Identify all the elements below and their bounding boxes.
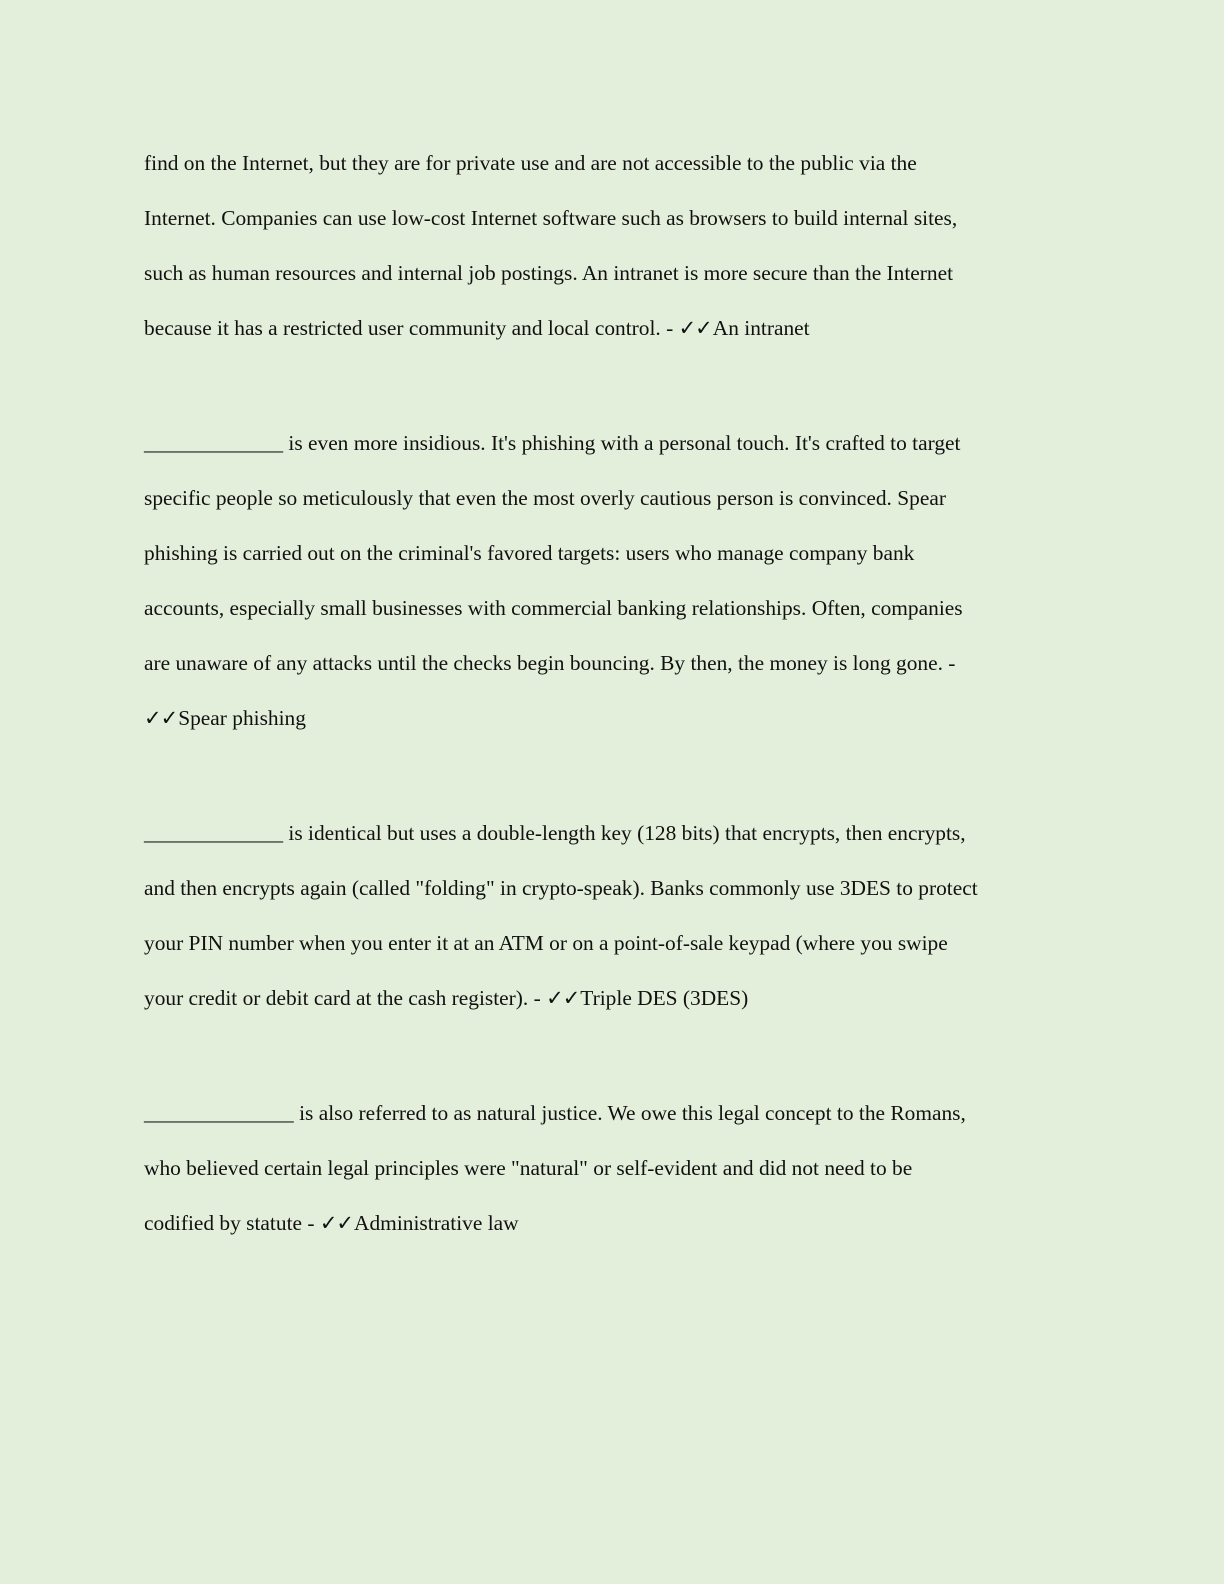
text-line-with-answer <box>144 971 1084 1026</box>
text-line: Internet. Companies can use low-cost Internet software such as browsers to build internal sites, <box>144 206 958 230</box>
double-check-icon: ✓✓ <box>546 986 580 1010</box>
paragraph-spacer <box>144 746 1084 806</box>
answer-text: Triple DES (3DES) <box>580 986 749 1010</box>
text-line: codified by statute - <box>144 1211 320 1235</box>
paragraph-spacer <box>144 356 1084 416</box>
text-line: _____________ is even more insidious. It's phishing with a personal touch. It's crafted to target <box>144 431 961 455</box>
text-line: your credit or debit card at the cash register). - <box>144 986 547 1010</box>
paragraph-spacer <box>144 1026 1084 1086</box>
text-line: _____________ is identical but uses a double-length key (128 bits) that encrypts, then encrypts, <box>144 821 966 845</box>
text-line: ______________ is also referred to as natural justice. We owe this legal concept to the Romans, <box>144 1101 966 1125</box>
text-line: specific people so meticulously that even the most overly cautious person is convinced. Spear <box>144 486 946 510</box>
text-line: are unaware of any attacks until the checks begin bouncing. By then, the money is long gone. - <box>144 651 956 675</box>
answer-text: Spear phishing <box>178 706 306 730</box>
text-line-with-answer <box>144 1196 1084 1251</box>
entry-spear-phishing <box>144 416 1084 746</box>
text-line-with-answer <box>144 301 1084 356</box>
answer-text: Administrative law <box>354 1211 519 1235</box>
document-body <box>144 136 1084 1251</box>
answer-text: An intranet <box>712 316 810 340</box>
text-line: find on the Internet, but they are for private use and are not accessible to the public via the <box>144 151 917 175</box>
double-check-icon: ✓✓ <box>144 706 178 730</box>
entry-triple-des <box>144 806 1084 1026</box>
entry-administrative-law <box>144 1086 1084 1251</box>
text-line: phishing is carried out on the criminal's favored targets: users who manage company bank <box>144 541 915 565</box>
double-check-icon: ✓✓ <box>678 316 712 340</box>
text-line: such as human resources and internal job postings. An intranet is more secure than the Internet <box>144 261 954 285</box>
text-line: your PIN number when you enter it at an ATM or on a point-of-sale keypad (where you swipe <box>144 931 948 955</box>
text-line: and then encrypts again (called "folding" in crypto-speak). Banks commonly use 3DES to protect <box>144 876 978 900</box>
entry-intranet <box>144 136 1084 356</box>
text-line: because it has a restricted user community and local control. - <box>144 316 679 340</box>
text-line: accounts, especially small businesses with commercial banking relationships. Often, companies <box>144 596 963 620</box>
double-check-icon: ✓✓ <box>319 1211 354 1235</box>
text-line: who believed certain legal principles were "natural" or self-evident and did not need to be <box>144 1156 913 1180</box>
text-line-with-answer <box>144 691 1084 746</box>
